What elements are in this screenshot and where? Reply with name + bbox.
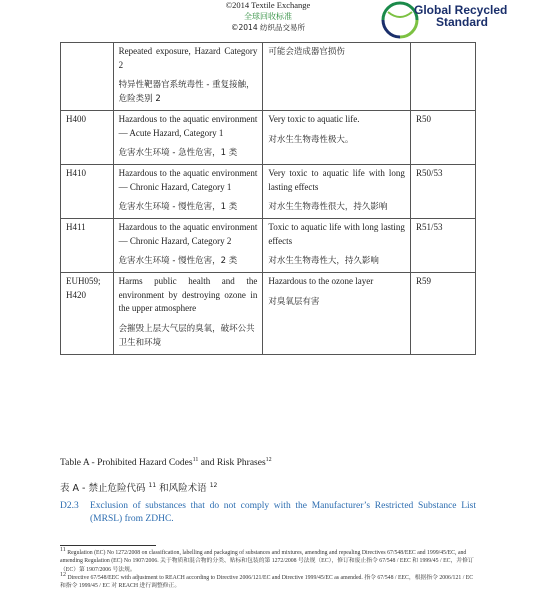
footnote-ref-11-cn: 11 (148, 481, 157, 489)
hazard-statement-cn: 对水生生物毒性极大。 (268, 134, 354, 145)
hazard-code-cell: EUH059; H420 (61, 273, 114, 355)
hazard-statement-cell (263, 111, 411, 165)
hazard-class-en: Hazardous to the aquatic environment — Chronic Hazard, Category 2 (118, 222, 258, 246)
caption-en-text-2: and Risk Phrases (198, 458, 266, 468)
risk-phrase-cell: R51/53 (410, 219, 475, 273)
hazard-statement-cn: 对水生生物毒性大，持久影响 (268, 256, 379, 266)
caption-cn-text-1: 表 A - 禁止危险代码 (60, 483, 149, 494)
hazard-class-cn: 危害水生环境 - 慢性危害，1 类 (118, 202, 238, 212)
hazard-statement-cn: 可能会造成器官损伤 (268, 47, 345, 57)
clause-text: Exclusion of substances that do not comply with the Manufacturer’s Restricted Substance List (MRSL) from ZDHC. (90, 501, 476, 524)
hazard-code-cell: H410 (61, 165, 114, 219)
hazard-class-cn: 特异性靶器官系统毒性 - 重复接触，危险类别 2 (118, 80, 255, 104)
hazard-class-cell (113, 43, 263, 111)
hazard-codes-table (60, 42, 476, 355)
hazard-code-cell (61, 43, 114, 111)
footnote-ref-11: 11 (192, 456, 199, 463)
hazard-class-cn: 危害水生环境 - 急性危害，1 类 (118, 148, 238, 158)
hazard-statement-cell (263, 165, 411, 219)
hazard-class-cell (113, 219, 263, 273)
footnote-11 (60, 549, 478, 574)
hazard-code-cell: H411 (61, 219, 114, 273)
hazard-statement-cn: 对臭氧层有害 (268, 296, 320, 307)
caption-cn-text-2: 和风险术语 (156, 483, 210, 494)
footnote-11-marker: 11 (60, 547, 66, 554)
risk-phrase-cell: R59 (410, 273, 475, 355)
hazard-code-cell: H400 (61, 111, 114, 165)
hazard-class-en: Repeated exposure, Hazard Category 2 (118, 46, 258, 70)
risk-phrase-cell: R50/53 (410, 165, 475, 219)
hazard-statement-en: Hazardous to the ozone layer (268, 276, 374, 286)
hazard-statement-en: Very toxic to aquatic life with long lasting effects (268, 168, 405, 192)
hazard-class-cn: 危害水生环境 - 慢性危害，2 类 (118, 256, 238, 266)
footnote-12 (60, 571, 478, 591)
logo-line-2: Standard (436, 15, 489, 29)
copyright-cn: ©2014 纺织品交易所 (231, 23, 305, 32)
hazard-statement-cell (263, 273, 411, 355)
header-copyright (200, 0, 336, 33)
logo-line-1: Global Recycled (414, 3, 508, 17)
table-row (61, 273, 476, 355)
risk-phrase-cell (410, 43, 475, 111)
standard-title-cn: 全球回收标准 (244, 12, 292, 21)
footnote-11-text: Regulation (EC) No 1272/2008 on classification, labelling and packaging of substances and mixtures, amending and repealing Directives 67/548/EEC and 1999/45/EC, and amending Regulation (EC) No 1907/2006. 关于物质和混合物的分类、贴标和包装的第 1272/2008 号法规（EC），修订和废止指令 67/548 / EEC 和 1999/45 / EC，并修订（EC）第 1907/2006 号法规。 (60, 550, 474, 573)
hazard-statement-cell (263, 43, 411, 111)
table-row (61, 219, 476, 273)
hazard-class-cell (113, 273, 263, 355)
hazard-class-en: Hazardous to the aquatic environment — Acute Hazard, Category 1 (118, 114, 258, 138)
grs-logo (380, 0, 520, 40)
table-row (61, 111, 476, 165)
hazard-class-cn: 会摧毁上层大气层的臭氧，破坏公共卫生和环境 (118, 323, 255, 348)
hazard-statement-cn: 对水生生物毒性很大，持久影响 (268, 202, 388, 212)
hazard-statement-en: Toxic to aquatic life with long lasting effects (268, 222, 405, 246)
hazard-class-cell (113, 111, 263, 165)
footnotes (60, 549, 478, 590)
clause-d2-3 (60, 500, 476, 526)
logo-text (414, 4, 507, 28)
footnote-ref-12-cn: 12 (209, 481, 218, 489)
table-row (61, 165, 476, 219)
hazard-class-en: Hazardous to the aquatic environment — Chronic Hazard, Category 1 (118, 168, 258, 192)
footnote-12-text: Directive 67/548/EEC with adjustment to REACH according to Directive 2006/121/EC and Directive 1999/45/EC as amended. 指令 67/548 / EEC，根据指令 2006/121 / EC 和指令 1999/45 / EC 对 REACH 进行调整修正。 (60, 574, 474, 590)
hazard-class-cell (113, 165, 263, 219)
caption-en-text-1: Table A - Prohibited Hazard Codes (60, 458, 193, 468)
page-header (0, 0, 536, 42)
table-caption-en (60, 458, 272, 468)
hazard-statement-en: Very toxic to aquatic life. (268, 114, 360, 124)
footnote-ref-12: 12 (265, 456, 272, 463)
hazard-class-en: Harms public health and the environment by destroying ozone in the upper atmosphere (118, 276, 258, 313)
footnote-divider (60, 545, 156, 546)
table-caption-cn (60, 480, 217, 494)
footnote-12-marker: 12 (60, 571, 66, 578)
risk-phrase-cell: R50 (410, 111, 475, 165)
table-row (61, 43, 476, 111)
copyright-en: ©2014 Textile Exchange (225, 0, 311, 10)
clause-number: D2.3 (60, 501, 79, 511)
hazard-statement-cell (263, 219, 411, 273)
